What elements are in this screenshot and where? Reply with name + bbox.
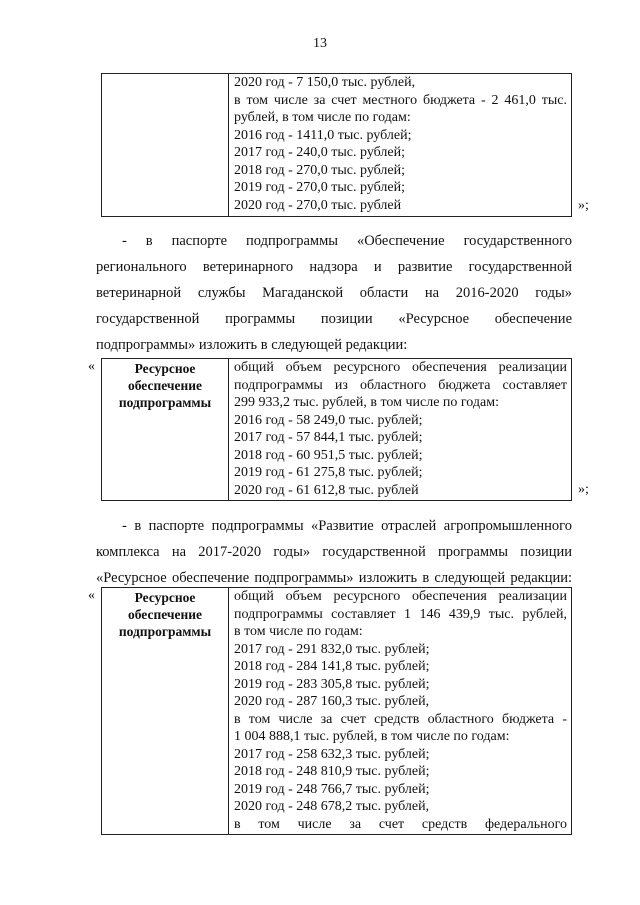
table-line: подпрограммы составляет 1 146 439,9 тыс. рублей, <box>234 606 567 622</box>
table-line: 2017 год - 291 832,0 тыс. рублей; <box>234 641 430 657</box>
resource-label: Ресурсное обеспечение подпрограммы <box>118 590 212 639</box>
table-line: 2017 год - 240,0 тыс. рублей; <box>234 145 406 160</box>
table-line: 2017 год - 57 844,1 тыс. рублей; <box>234 430 423 445</box>
table-value-cell <box>229 588 572 835</box>
table-line: общий объем ресурсного обеспечения реализации <box>234 360 567 375</box>
table-line: в том числе по годам: <box>234 624 363 639</box>
table-line: общий объем ресурсного обеспечения реализации <box>234 589 567 604</box>
table-label-cell <box>102 588 229 835</box>
table-label-cell <box>102 359 229 501</box>
table-line: 2016 год - 1411,0 тыс. рублей; <box>234 127 412 143</box>
table-line: 299 933,2 тыс. рублей, в том числе по годам: <box>234 395 499 410</box>
table-line: 2020 год - 248 678,2 тыс. рублей, <box>234 799 430 814</box>
paragraph-line: «Ресурсное обеспечение подпрограммы» изложить в следующей редакции: <box>96 570 572 586</box>
paragraph-line: государственной программы позиции «Ресурсное обеспечение <box>96 311 572 327</box>
table-value-cell <box>229 74 572 217</box>
table-line: 2019 год - 283 305,8 тыс. рублей; <box>234 676 430 692</box>
closing-quote: »; <box>578 482 589 497</box>
paragraph-line: комплекса на 2017-2020 годы» государственной программы позиции <box>96 544 572 560</box>
paragraph-line: регионального ветеринарного надзора и развитие государственной <box>96 259 572 275</box>
resource-table-agro <box>101 587 572 835</box>
resource-label: Ресурсное обеспечение подпрограммы <box>118 361 212 410</box>
table-line: в том числе за счет средств федерального <box>234 816 567 832</box>
paragraph-agro <box>96 513 572 591</box>
paragraph-veterinary <box>96 228 572 358</box>
table-line: 2020 год - 287 160,3 тыс. рублей, <box>234 694 430 709</box>
paragraph-line: подпрограммы» изложить в следующей редакции: <box>96 337 408 353</box>
table-line: 2018 год - 248 810,9 тыс. рублей; <box>234 764 430 779</box>
paragraph-line: ветеринарной службы Магаданской области на 2016-2020 годы» <box>96 285 572 301</box>
table-label-cell <box>102 74 229 217</box>
table-line: подпрограммы из областного бюджета составляет <box>234 377 567 393</box>
table-line: 2019 год - 61 275,8 тыс. рублей; <box>234 465 423 480</box>
resource-table-veterinary <box>101 358 572 501</box>
page-number: 13 <box>313 36 327 51</box>
table-line: 1 004 888,1 тыс. рублей, в том числе по годам: <box>234 729 510 744</box>
table-line: 2018 год - 284 141,8 тыс. рублей; <box>234 659 430 674</box>
table-line: 2020 год - 270,0 тыс. рублей <box>234 197 402 213</box>
table-line: 2019 год - 248 766,7 тыс. рублей; <box>234 781 430 797</box>
closing-quote: »; <box>578 198 589 213</box>
table-line: 2017 год - 258 632,3 тыс. рублей; <box>234 746 430 762</box>
table-line: в том числе за счет местного бюджета - 2 461,0 тыс. <box>234 92 567 108</box>
table-line: рублей, в том числе по годам: <box>234 110 411 125</box>
table-line: 2020 год - 61 612,8 тыс. рублей <box>234 482 419 498</box>
paragraph-line: - в паспорте подпрограммы «Развитие отраслей агропромышленного <box>122 518 572 534</box>
opening-quote: « <box>88 588 95 603</box>
table-line: 2016 год - 58 249,0 тыс. рублей; <box>234 412 423 428</box>
table-line: 2020 год - 7 150,0 тыс. рублей, <box>234 75 416 90</box>
table-line: в том числе за счет средств областного бюджета - <box>234 711 567 727</box>
resource-table-continuation <box>101 73 572 217</box>
table-value-cell <box>229 359 572 501</box>
table-line: 2019 год - 270,0 тыс. рублей; <box>234 180 406 195</box>
table-line: 2018 год - 60 951,5 тыс. рублей; <box>234 447 423 463</box>
opening-quote: « <box>88 359 95 374</box>
paragraph-line: - в паспорте подпрограммы «Обеспечение государственного <box>122 233 572 249</box>
table-line: 2018 год - 270,0 тыс. рублей; <box>234 162 406 178</box>
